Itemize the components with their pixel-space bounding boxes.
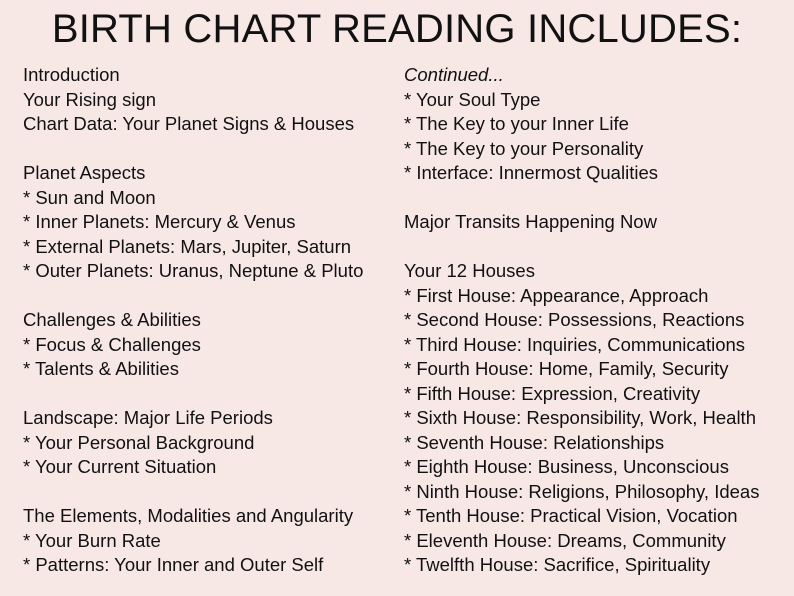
list-item: * Inner Planets: Mercury & Venus (23, 211, 296, 232)
page-title: BIRTH CHART READING INCLUDES: (51, 7, 743, 51)
list-item: * Interface: Innermost Qualities (404, 162, 658, 183)
continued-label: Continued... (404, 64, 504, 85)
section-heading: Your 12 Houses (404, 260, 535, 281)
list-item: * Third House: Inquiries, Communications (404, 333, 746, 355)
section-heading: Challenges & Abilities (23, 309, 201, 330)
list-item: * The Key to your Personality (404, 137, 644, 159)
list-item: * Sun and Moon (23, 186, 156, 208)
blank-line (23, 137, 398, 162)
blank-line (23, 284, 398, 309)
list-item: * Your Burn Rate (23, 529, 161, 551)
list-item: * Seventh House: Relationships (404, 431, 665, 453)
list-item: * External Planets: Mars, Jupiter, Saturn (23, 235, 352, 257)
list-item: Your Rising sign (23, 88, 157, 110)
list-item: * Second House: Possessions, Reactions (404, 309, 745, 330)
list-item: * Patterns: Your Inner and Outer Self (23, 554, 324, 575)
list-item: Chart Data: Your Planet Signs & Houses (23, 113, 355, 134)
list-item: * Eleventh House: Dreams, Community (404, 529, 726, 551)
list-item: * Sixth House: Responsibility, Work, Health (404, 407, 756, 428)
list-item: * Talents & Abilities (23, 358, 179, 379)
list-item: * Your Soul Type (404, 88, 541, 110)
list-item: * Twelfth House: Sacrifice, Spirituality (404, 554, 711, 575)
blank-line (23, 382, 398, 407)
section-heading: Landscape: Major Life Periods (23, 407, 273, 428)
list-item: * Ninth House: Religions, Philosophy, Ideas (404, 480, 760, 502)
list-item: * Eighth House: Business, Unconscious (404, 456, 729, 477)
list-item: Introduction (23, 64, 120, 85)
blank-line (404, 186, 789, 211)
list-item: * First House: Appearance, Approach (404, 284, 709, 306)
list-item: * Focus & Challenges (23, 333, 201, 355)
list-item: * Outer Planets: Uranus, Neptune & Pluto (23, 260, 364, 281)
section-heading: Major Transits Happening Now (404, 211, 657, 232)
section-heading: The Elements, Modalities and Angularity (23, 505, 354, 526)
list-item: * The Key to your Inner Life (404, 113, 629, 134)
blank-line (404, 235, 789, 260)
list-item: * Your Personal Background (23, 431, 255, 453)
section-heading: Planet Aspects (23, 162, 146, 183)
list-item: * Tenth House: Practical Vision, Vocation (404, 505, 738, 526)
left-column-list (23, 63, 398, 578)
blank-line (23, 480, 398, 505)
list-item: * Your Current Situation (23, 456, 217, 477)
list-item: * Fourth House: Home, Family, Security (404, 358, 729, 379)
list-item: * Fifth House: Expression, Creativity (404, 382, 701, 404)
right-column-list (404, 63, 789, 578)
